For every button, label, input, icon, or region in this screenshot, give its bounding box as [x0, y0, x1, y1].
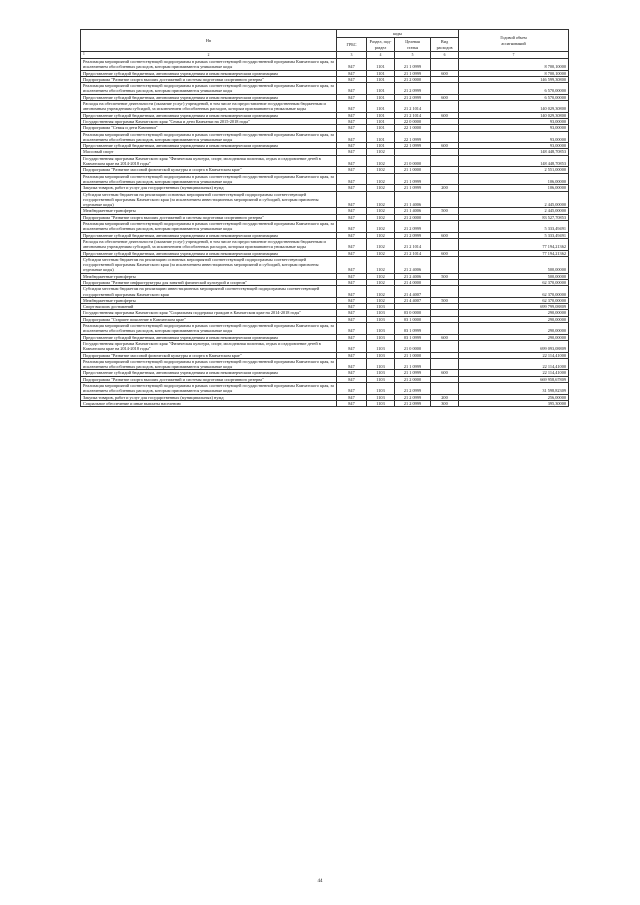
row-name: Массовый спорт	[81, 149, 337, 155]
row-expense-type: 200	[431, 394, 459, 400]
row-amount: 140 029,30800	[459, 101, 569, 113]
row-expense-type: 500	[431, 273, 459, 279]
row-name: Подпрограмма "Развитие спорта высших достижений и системы подготовки спортивного резерва"	[81, 76, 337, 82]
row-grbs: 847	[337, 83, 367, 95]
header-codes: коды	[337, 30, 459, 38]
row-grbs: 847	[337, 70, 367, 76]
row-target: 21 1 4006	[395, 208, 431, 214]
col-number: 2	[207, 52, 210, 57]
row-expense-type	[431, 256, 459, 273]
row-section: 1103	[367, 376, 395, 382]
row-name: Расходы на обеспечение деятельности (оказание услуг) учреждений, в том числе на предоставление государственным бюджетным и автономным учреждениям субсидий, за исключением обособленных расходов, которым присваиваются уникальные коды	[81, 238, 337, 250]
row-amount: 500,00000	[459, 273, 569, 279]
row-name: Реализация мероприятий соответствующей подпрограммы в рамках соответствующей государственной программы Камчатского края, за исключением обособленных расходов, которым присваиваются уникальные коды	[81, 59, 337, 71]
row-amount: 93,00000	[459, 131, 569, 143]
row-name: Предоставление субсидий бюджетным, автономным учреждениям и иным некоммерческим организациям	[81, 232, 337, 238]
row-expense-type: 600	[431, 70, 459, 76]
row-target: 21 2 0000	[395, 214, 431, 220]
row-section: 1101	[367, 83, 395, 95]
row-section: 1103	[367, 352, 395, 358]
row-grbs: 847	[337, 358, 367, 370]
table-row	[81, 131, 569, 143]
row-amount: 290,00000	[459, 334, 569, 340]
row-name: Предоставление субсидий бюджетным, автономным учреждениям и иным некоммерческим организациям	[81, 250, 337, 256]
table-row	[81, 323, 569, 335]
row-amount: 106,00000	[459, 173, 569, 185]
row-section: 1103	[367, 394, 395, 400]
row-amount: 62 370,00000	[459, 279, 569, 285]
row-section: 1102	[367, 221, 395, 233]
row-name: Государственная программа Камчатского края "Физическая культура, спорт, молодежная политика, отдых и оздоровление детей в Камчатском крае на 2014-2018 годы"	[81, 155, 337, 167]
row-name: Субсидии местным бюджетам на реализацию основных мероприятий соответствующей подпрограммы соответствующей государственной программы Камчатского края (за исключением инвестиционных мероприятий и субсидий, которым присвоены отдельные коды)	[81, 256, 337, 273]
row-amount: 500,00000	[459, 256, 569, 273]
row-grbs: 847	[337, 394, 367, 400]
row-section: 1102	[367, 279, 395, 285]
col-number: 5	[395, 52, 431, 59]
row-target: 21 4 4007	[395, 297, 431, 303]
table-row	[81, 238, 569, 250]
row-amount: 77 194,21362	[459, 238, 569, 250]
row-grbs: 847	[337, 173, 367, 185]
row-section: 1103	[367, 323, 395, 335]
row-name: Подпрограмма "Семья и дети Камчатки"	[81, 125, 337, 131]
row-section: 1101	[367, 125, 395, 131]
row-amount: 290,00000	[459, 310, 569, 316]
row-amount: 256,00000	[459, 394, 569, 400]
row-target: 03 1 0000	[395, 316, 431, 322]
row-grbs: 847	[337, 94, 367, 100]
header-grbs: ГРБС	[337, 38, 367, 52]
row-amount: 8 700,10000	[459, 59, 569, 71]
row-target: 21 2 0999	[395, 400, 431, 406]
row-name: Реализация мероприятий соответствующей подпрограммы в рамках соответствующей государственной программы Камчатского края, за исключением обособленных расходов, которым присваиваются уникальные коды	[81, 131, 337, 143]
row-section: 1103	[367, 316, 395, 322]
row-grbs: 847	[337, 101, 367, 113]
header-name: Нп	[81, 30, 337, 52]
row-name: Подпрограмма "Развитие спорта высших достижений и системы подготовки спортивного резерва"	[81, 376, 337, 382]
row-target: 21 2 1014	[395, 101, 431, 113]
row-grbs: 847	[337, 191, 367, 208]
row-grbs: 847	[337, 316, 367, 322]
row-name: Государственная программа Камчатского края "Социальная поддержка граждан в Камчатском крае на 2014-2018 годы"	[81, 310, 337, 316]
row-grbs: 847	[337, 167, 367, 173]
row-name: Субсидии местным бюджетам на реализацию основных мероприятий соответствующей подпрограммы соответствующей государственной программы Камчатского края (за исключением инвестиционных мероприятий и субсидий, которым присвоены отдельные коды)	[81, 191, 337, 208]
row-target: 21 1 0999	[395, 185, 431, 191]
row-name: Подпрограмма "Развитие инфраструктуры для занятий физической культурой и спортом"	[81, 279, 337, 285]
row-target: 21 1 0999	[395, 59, 431, 71]
row-grbs: 847	[337, 352, 367, 358]
row-section: 1103	[367, 310, 395, 316]
row-grbs: 847	[337, 297, 367, 303]
row-target: 21 2 0999	[395, 94, 431, 100]
row-expense-type	[431, 173, 459, 185]
row-amount: 290,00000	[459, 316, 569, 322]
row-name: Предоставление субсидий бюджетным, автономным учреждениям и иным некоммерческим организациям	[81, 94, 337, 100]
row-amount: 62 370,00000	[459, 297, 569, 303]
row-name: Реализация мероприятий соответствующей подпрограммы в рамках соответствующей государственной программы Камчатского края, за исключением обособленных расходов, которым присваиваются уникальные коды	[81, 358, 337, 370]
row-grbs: 847	[337, 118, 367, 124]
row-grbs: 847	[337, 208, 367, 214]
row-amount: 106,00000	[459, 185, 569, 191]
header-section: Раздел, под- раздел	[367, 38, 395, 52]
row-name: Подпрограмма "Развитие спорта высших достижений и системы подготовки спортивного резерва"	[81, 214, 337, 220]
table-row	[81, 83, 569, 95]
row-grbs: 847	[337, 143, 367, 149]
row-target: 21 2 0999	[395, 221, 431, 233]
table-row	[81, 358, 569, 370]
row-expense-type	[431, 286, 459, 298]
row-target: 22 1 0999	[395, 131, 431, 143]
row-section: 1103	[367, 304, 395, 310]
row-target: 22 0 0000	[395, 118, 431, 124]
row-section: 1103	[367, 334, 395, 340]
row-target: 03 1 0999	[395, 323, 431, 335]
row-name: Межбюджетные трансферты	[81, 273, 337, 279]
row-expense-type: 600	[431, 94, 459, 100]
row-section: 1102	[367, 256, 395, 273]
row-expense-type: 600	[431, 143, 459, 149]
row-amount: 146 599,30800	[459, 76, 569, 82]
row-section: 1102	[367, 185, 395, 191]
row-section: 1101	[367, 101, 395, 113]
row-amount: 62 370,00000	[459, 286, 569, 298]
row-expense-type	[431, 358, 459, 370]
col-number: 1	[83, 52, 85, 56]
row-name: Реализация мероприятий соответствующей подпрограммы в рамках соответствующей государственной программы Камчатского края, за исключением обособленных расходов, которым присваиваются уникальные коды	[81, 83, 337, 95]
row-amount: 22 114,41000	[459, 370, 569, 376]
row-section: 1102	[367, 273, 395, 279]
table-row	[81, 155, 569, 167]
row-amount: 6 570,00000	[459, 83, 569, 95]
row-section: 1102	[367, 297, 395, 303]
row-expense-type	[431, 59, 459, 71]
table-row	[81, 383, 569, 395]
row-section: 1103	[367, 400, 395, 406]
row-name: Государственная программа Камчатского края "Физическая культура, спорт, молодежная политика, отдых и оздоровление детей в Камчатском крае на 2014-2018 годы"	[81, 340, 337, 352]
row-target: 03 0 0000	[395, 310, 431, 316]
row-grbs: 847	[337, 310, 367, 316]
row-target: 21 4 0000	[395, 279, 431, 285]
row-name: Реализация мероприятий соответствующей подпрограммы в рамках соответствующей государственной программы Камчатского края, за исключением обособленных расходов, которым присваиваются уникальные коды	[81, 221, 337, 233]
row-target: 21 2 1014	[395, 238, 431, 250]
row-section: 1102	[367, 250, 395, 256]
row-section: 1101	[367, 76, 395, 82]
row-name: Расходы на обеспечение деятельности (оказание услуг) учреждений, в том числе на предоставление государственным бюджетным и автономным учреждениям субсидий, за исключением обособленных расходов, которым присваиваются уникальные коды	[81, 101, 337, 113]
row-expense-type: 300	[431, 400, 459, 406]
row-grbs: 847	[337, 304, 367, 310]
table-row	[81, 101, 569, 113]
row-name: Реализация мероприятий соответствующей подпрограммы в рамках соответствующей государственной программы Камчатского края, за исключением обособленных расходов, которым присваиваются уникальные коды	[81, 383, 337, 395]
row-grbs: 847	[337, 125, 367, 131]
row-grbs: 847	[337, 340, 367, 352]
row-section: 1102	[367, 149, 395, 155]
row-grbs: 847	[337, 400, 367, 406]
row-grbs: 847	[337, 59, 367, 71]
row-amount: 2 551,00000	[459, 167, 569, 173]
row-amount: 140 029,30800	[459, 112, 569, 118]
row-target: 22 1 0999	[395, 143, 431, 149]
row-name: Межбюджетные трансферты	[81, 208, 337, 214]
row-grbs: 847	[337, 323, 367, 335]
row-expense-type	[431, 155, 459, 167]
row-expense-type: 200	[431, 185, 459, 191]
row-grbs: 847	[337, 155, 367, 167]
row-expense-type	[431, 131, 459, 143]
row-name: Предоставление субсидий бюджетным, автономным учреждениям и иным некоммерческим организациям	[81, 370, 337, 376]
row-expense-type: 600	[431, 334, 459, 340]
row-section: 1103	[367, 383, 395, 395]
row-expense-type: 500	[431, 208, 459, 214]
row-amount: 77 194,21362	[459, 250, 569, 256]
row-expense-type	[431, 191, 459, 208]
table-row	[81, 173, 569, 185]
row-expense-type: 600	[431, 250, 459, 256]
col-number: 4	[367, 52, 395, 59]
row-amount: 93,00000	[459, 118, 569, 124]
row-amount: 5 333,49491	[459, 232, 569, 238]
header-amount: Годовой объем ассигнований	[459, 30, 569, 52]
row-amount: 669 958,67809	[459, 376, 569, 382]
row-target: 21 1 0999	[395, 70, 431, 76]
row-expense-type	[431, 221, 459, 233]
row-target: 21 0 0000	[395, 155, 431, 167]
row-grbs: 847	[337, 256, 367, 273]
row-section: 1102	[367, 167, 395, 173]
row-target: 21 2 0999	[395, 383, 431, 395]
row-target: 21 1 0000	[395, 167, 431, 173]
row-amount: 93,00000	[459, 125, 569, 131]
row-grbs: 847	[337, 185, 367, 191]
row-section: 1102	[367, 191, 395, 208]
row-expense-type	[431, 83, 459, 95]
row-expense-type	[431, 323, 459, 335]
row-target: 21 2 1014	[395, 250, 431, 256]
row-grbs: 847	[337, 334, 367, 340]
row-amount: 148 448,70853	[459, 149, 569, 155]
row-name: Закупка товаров, работ и услуг для государственных (муниципальных) нужд	[81, 394, 337, 400]
row-grbs: 847	[337, 250, 367, 256]
row-target: 21 0 0000	[395, 340, 431, 352]
row-name: Субсидии местным бюджетам на реализацию инвестиционных мероприятий соответствующей подпрограммы соответствующей государственной программы Камчатского края	[81, 286, 337, 298]
row-grbs: 847	[337, 286, 367, 298]
row-amount: 5 333,49491	[459, 221, 569, 233]
row-amount: 83 527,70853	[459, 214, 569, 220]
col-number-1-2	[81, 52, 337, 59]
row-section: 1102	[367, 173, 395, 185]
row-expense-type: 600	[431, 112, 459, 118]
row-grbs: 847	[337, 273, 367, 279]
row-expense-type	[431, 383, 459, 395]
table-row	[81, 191, 569, 208]
table-row	[81, 59, 569, 71]
row-name: Подпрограмма "Развитие массовой физической культуры и спорта в Камчатском крае"	[81, 352, 337, 358]
row-name: Государственная программа Камчатского края "Семья и дети Камчатки на 2015-2018 годы"	[81, 118, 337, 124]
row-section: 1102	[367, 155, 395, 167]
row-grbs: 847	[337, 238, 367, 250]
table-row	[81, 286, 569, 298]
row-grbs: 847	[337, 221, 367, 233]
row-section: 1101	[367, 94, 395, 100]
row-target: 21 1 4006	[395, 191, 431, 208]
table-body	[81, 59, 569, 407]
row-section: 1101	[367, 143, 395, 149]
row-amount: 395,30000	[459, 400, 569, 406]
row-section: 1102	[367, 208, 395, 214]
row-section: 1103	[367, 340, 395, 352]
row-section: 1101	[367, 131, 395, 143]
row-amount: 22 114,41000	[459, 358, 569, 370]
row-target: 21 2 4006	[395, 273, 431, 279]
row-name: Реализация мероприятий соответствующей подпрограммы в рамках соответствующей государственной программы Камчатского края, за исключением обособленных расходов, которым присваиваются уникальные коды	[81, 323, 337, 335]
row-name: Предоставление субсидий бюджетным, автономным учреждениям и иным некоммерческим организациям	[81, 143, 337, 149]
row-grbs: 847	[337, 279, 367, 285]
row-expense-type	[431, 340, 459, 352]
budget-table-sheet	[80, 29, 568, 407]
row-expense-type: 500	[431, 297, 459, 303]
row-amount: 699 799,08809	[459, 304, 569, 310]
row-grbs: 847	[337, 214, 367, 220]
row-grbs: 847	[337, 376, 367, 382]
row-amount: 31 598,82309	[459, 383, 569, 395]
row-target: 21 1 0999	[395, 173, 431, 185]
row-name: Подпрограмма "Развитие массовой физической культуры и спорта в Камчатском крае"	[81, 167, 337, 173]
row-grbs: 847	[337, 112, 367, 118]
row-target: 21 2 0999	[395, 232, 431, 238]
row-section: 1101	[367, 112, 395, 118]
row-expense-type	[431, 101, 459, 113]
row-section: 1103	[367, 370, 395, 376]
row-name: Реализация мероприятий соответствующей подпрограммы в рамках соответствующей государственной программы Камчатского края, за исключением обособленных расходов, которым присваиваются уникальные коды	[81, 173, 337, 185]
row-name: Социальное обеспечение и иные выплаты населению	[81, 400, 337, 406]
table-row	[81, 256, 569, 273]
row-target: 21 2 1014	[395, 112, 431, 118]
row-section: 1101	[367, 118, 395, 124]
row-name: Закупка товаров, работ и услуг для государственных (муниципальных) нужд	[81, 185, 337, 191]
page-number: 44	[317, 879, 323, 884]
row-grbs: 847	[337, 76, 367, 82]
row-amount: 93,00000	[459, 143, 569, 149]
row-amount: 699 093,08809	[459, 340, 569, 352]
budget-table	[80, 29, 569, 407]
row-target: 21 2 0000	[395, 76, 431, 82]
row-grbs: 847	[337, 149, 367, 155]
table-row	[81, 340, 569, 352]
row-amount: 148 448,70853	[459, 155, 569, 167]
col-number: 3	[337, 52, 367, 59]
row-grbs: 847	[337, 131, 367, 143]
table-row	[81, 221, 569, 233]
row-section: 1102	[367, 286, 395, 298]
row-section: 1102	[367, 232, 395, 238]
row-amount: 6 570,00000	[459, 94, 569, 100]
row-target: 21 4 4007	[395, 286, 431, 298]
row-expense-type: 600	[431, 370, 459, 376]
row-target: 21 2 0999	[395, 394, 431, 400]
row-target: 21 2 0999	[395, 83, 431, 95]
row-name: Предоставление субсидий бюджетным, автономным учреждениям и иным некоммерческим организациям	[81, 112, 337, 118]
row-target: 21 1 0999	[395, 358, 431, 370]
row-section: 1101	[367, 59, 395, 71]
header-target: Целевая статья	[395, 38, 431, 52]
row-amount: 22 114,41000	[459, 352, 569, 358]
row-expense-type	[431, 238, 459, 250]
col-number: 7	[459, 52, 569, 59]
row-name: Межбюджетные трансферты	[81, 297, 337, 303]
row-name: Спорт высших достижений	[81, 304, 337, 310]
row-section: 1103	[367, 358, 395, 370]
row-target: 21 2 0000	[395, 376, 431, 382]
row-name: Подпрограмма "Старшее поколение в Камчатском крае"	[81, 316, 337, 322]
row-section: 1101	[367, 70, 395, 76]
row-amount: 8 700,10000	[459, 70, 569, 76]
row-name: Предоставление субсидий бюджетным, автономным учреждениям и иным некоммерческим организациям	[81, 70, 337, 76]
row-section: 1102	[367, 214, 395, 220]
row-target: 21 1 0999	[395, 370, 431, 376]
row-name: Предоставление субсидий бюджетным, автономным учреждениям и иным некоммерческим организациям	[81, 334, 337, 340]
row-target: 21 2 4006	[395, 256, 431, 273]
row-grbs: 847	[337, 370, 367, 376]
row-target: 22 1 0000	[395, 125, 431, 131]
row-target: 21 1 0000	[395, 352, 431, 358]
row-amount: 2 445,00000	[459, 191, 569, 208]
row-grbs: 847	[337, 383, 367, 395]
row-amount: 290,00000	[459, 323, 569, 335]
table-row	[81, 400, 569, 406]
row-expense-type: 600	[431, 232, 459, 238]
row-section: 1102	[367, 238, 395, 250]
header-expense: Вид расходов	[431, 38, 459, 52]
row-target: 03 1 0999	[395, 334, 431, 340]
row-amount: 2 445,00000	[459, 208, 569, 214]
col-number: 6	[431, 52, 459, 59]
row-grbs: 847	[337, 232, 367, 238]
